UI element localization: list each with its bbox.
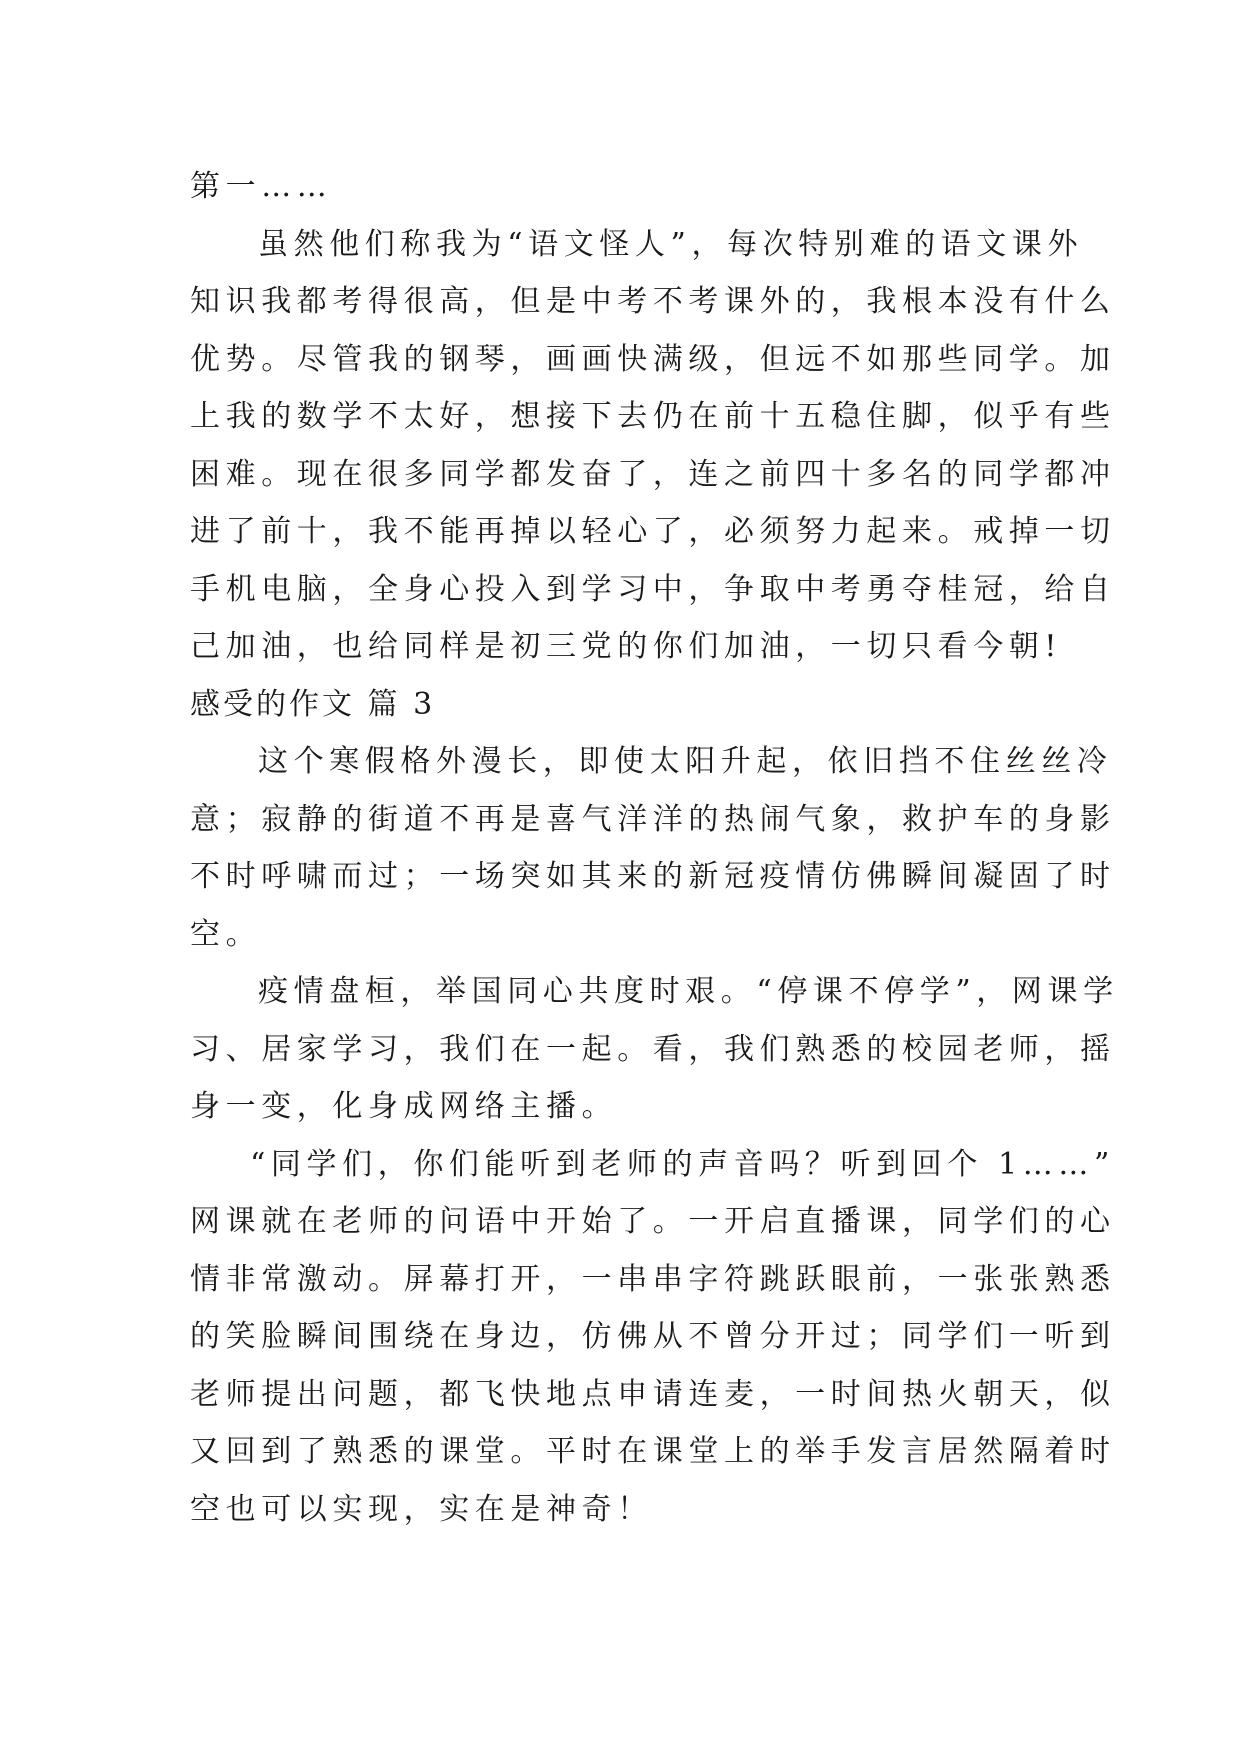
text-line: 困难。现在很多同学都发奋了，连之前四十多名的同学都冲 [190,456,1116,492]
text-line: 身一变，化身成网络主播。 [190,1089,618,1124]
text-line: 第一…… [190,169,333,204]
text-line: 空也可以实现，实在是神奇！ [190,1491,653,1527]
text-line: 空。 [190,916,262,952]
text-line: 己加油，也给同样是初三党的你们加油，一切只看今朝! [190,629,1063,664]
paragraph-first-line: “同学们，你们能听到老师的声音吗？听到回个 1……” [250,1146,1115,1182]
text-line: 上我的数学不太好，想接下去仍在前十五稳住脚，似乎有些 [190,399,1116,434]
paragraph-first-line: 虽然他们称我为“语文怪人”，每次特别难的语文课外 [258,226,1084,262]
document-page [190,158,1119,1538]
paragraph-first-line: 这个寒假格外漫长，即使太阳升起，依旧挡不住丝丝冷 [258,744,1113,779]
paragraph-first-line: 疫情盘桓，举国同心共度时艰。“停课不停学”，网课学 [258,974,1119,1009]
text-line: 进了前十，我不能再掉以轻心了，必须努力起来。戒掉一切 [190,514,1116,549]
text-line: 优势。尽管我的钢琴，画画快满级，但远不如那些同学。加 [190,341,1116,377]
text-line: 老师提出问题，都飞快地点申请连麦，一时间热火朝天，似 [190,1376,1116,1412]
text-line: 意；寂静的街道不再是喜气洋洋的热闹气象，救护车的身影 [190,801,1116,837]
section-heading: 感受的作文 篇 3 [190,686,436,722]
text-line: 习、居家学习，我们在一起。看，我们熟悉的校园老师，摇 [190,1031,1116,1067]
text-line: 情非常激动。屏幕打开，一串串字符跳跃眼前，一张张熟悉 [190,1261,1116,1297]
text-line: 又回到了熟悉的课堂。平时在课堂上的举手发言居然隔着时 [190,1434,1116,1469]
text-line: 网课就在老师的问语中开始了。一开启直播课，同学们的心 [190,1204,1116,1239]
text-line: 知识我都考得很高，但是中考不考课外的，我根本没有什么 [190,284,1116,319]
text-line: 手机电脑，全身心投入到学习中，争取中考勇夺桂冠，给自 [190,571,1116,607]
text-line: 的笑脸瞬间围绕在身边，仿佛从不曾分开过；同学们一听到 [190,1319,1116,1354]
text-line: 不时呼啸而过；一场突如其来的新冠疫情仿佛瞬间凝固了时 [190,859,1116,894]
